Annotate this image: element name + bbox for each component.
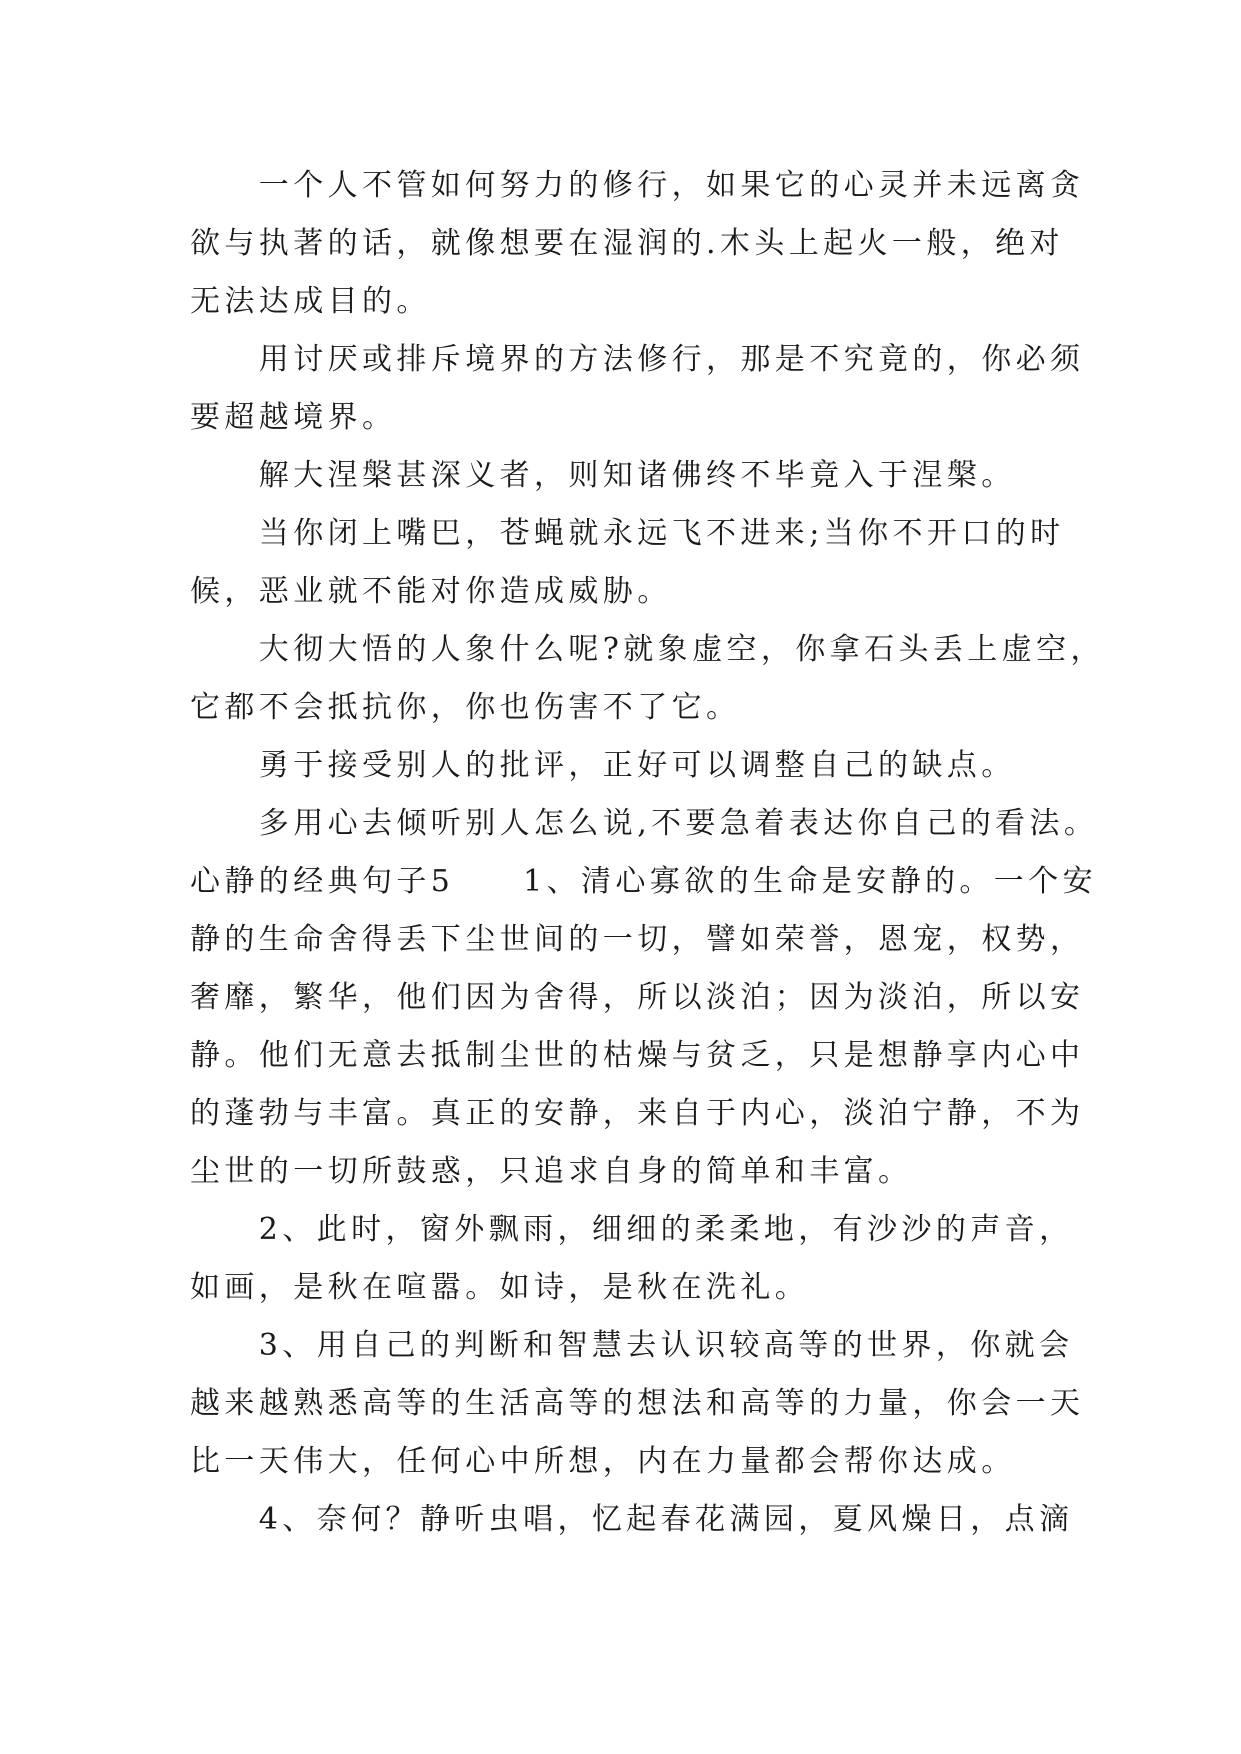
text-line: 静的生命舍得丢下尘世间的一切，譬如荣誉，恩宠，权势， [190, 922, 1085, 957]
text-line: 一个人不管如何努力的修行，如果它的心灵并未远离贪 [190, 168, 1085, 203]
text-line: 解大涅槃甚深义者，则知诸佛终不毕竟入于涅槃。 [190, 458, 1016, 493]
text-line: 候，恶业就不能对你造成威胁。 [190, 574, 672, 609]
text-line: 大彻大悟的人象什么呢?就象虚空，你拿石头丢上虚空， [190, 632, 1105, 667]
text-line: 奢靡，繁华，他们因为舍得，所以淡泊；因为淡泊，所以安 [190, 980, 1085, 1015]
text-line: 勇于接受别人的批评，正好可以调整自己的缺点。 [190, 748, 1016, 783]
text-line: 的蓬勃与丰富。真正的安静，来自于内心，淡泊宁静，不为 [190, 1096, 1085, 1131]
text-line: 无法达成目的。 [190, 284, 431, 319]
text-line: 当你闭上嘴巴，苍蝇就永远飞不进来;当你不开口的时 [190, 516, 1065, 551]
text-line: 用讨厌或排斥境界的方法修行，那是不究竟的，你必须 [190, 342, 1085, 377]
text-line: 心静的经典句子5 1、清心寡欲的生命是安静的。一个安 [190, 864, 1097, 899]
text-line: 比一天伟大，任何心中所想，内在力量都会帮你达成。 [190, 1444, 1016, 1479]
text-line: 多用心去倾听别人怎么说,不要急着表达你自己的看法。 [190, 806, 1099, 841]
document-body [190, 157, 1105, 1549]
text-line: 4、奈何？静听虫唱，忆起春花满园，夏风燥日，点滴 [190, 1502, 1074, 1537]
text-line: 越来越熟悉高等的生活高等的想法和高等的力量，你会一天 [190, 1386, 1085, 1421]
text-line: 它都不会抵抗你，你也伤害不了它。 [190, 690, 741, 725]
text-line: 静。他们无意去抵制尘世的枯燥与贫乏，只是想静享内心中 [190, 1038, 1085, 1073]
text-line: 如画，是秋在喧嚣。如诗，是秋在洗礼。 [190, 1270, 810, 1305]
text-line: 3、用自己的判断和智慧去认识较高等的世界，你就会 [190, 1328, 1074, 1363]
text-line: 要超越境界。 [190, 400, 397, 435]
text-line: 欲与执著的话，就像想要在湿润的.木头上起火一般，绝对 [190, 226, 1064, 261]
text-line: 2、此时，窗外飘雨，细细的柔柔地，有沙沙的声音， [190, 1212, 1074, 1247]
text-line: 尘世的一切所鼓惑，只追求自身的简单和丰富。 [190, 1154, 913, 1189]
